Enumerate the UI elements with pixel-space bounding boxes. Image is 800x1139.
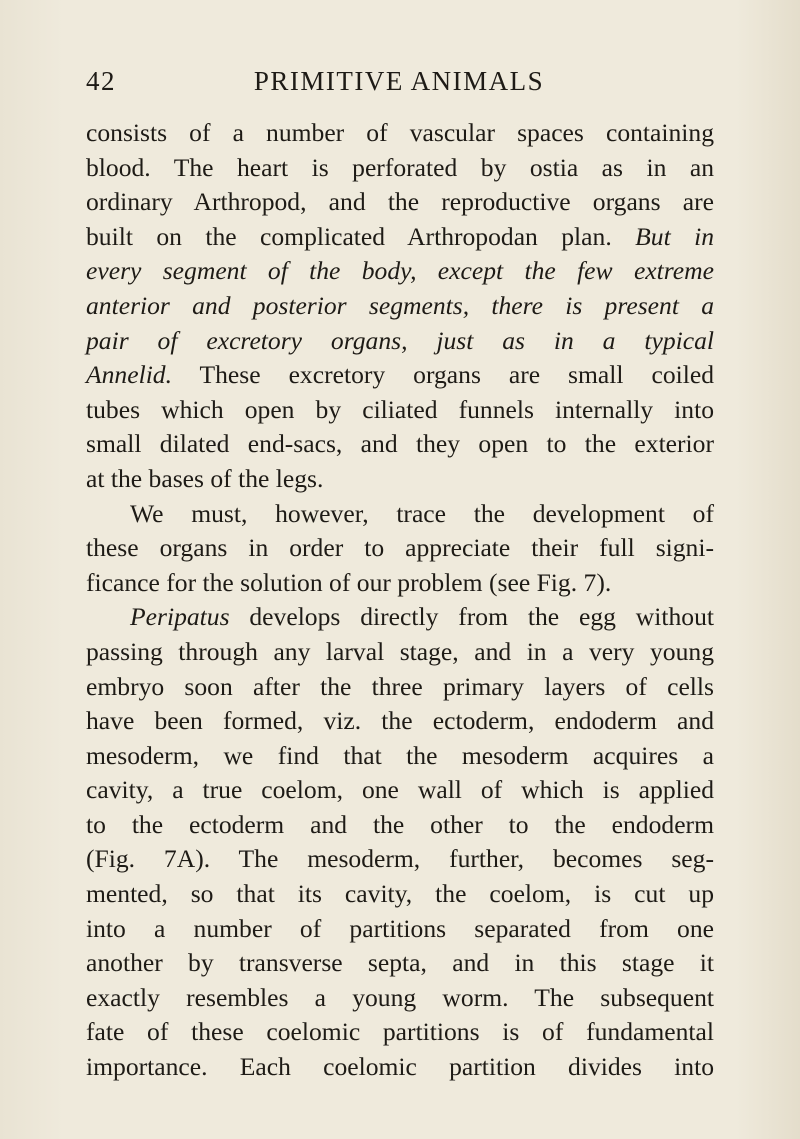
text-line <box>86 254 714 289</box>
text-line <box>86 981 714 1016</box>
text-line <box>86 808 714 843</box>
text-line <box>86 358 714 393</box>
text-line <box>86 185 714 220</box>
page-header <box>86 66 712 106</box>
text-segment: ficance for the solution of our problem (see Fig. 7). <box>86 567 612 597</box>
text-segment: tubes which open by ciliated funnels internally into <box>86 394 714 424</box>
text-segment: These excretory organs are small coiled <box>172 360 714 390</box>
text-segment: small dilated end-sacs, and they open to the exterior <box>86 429 714 459</box>
text-segment: consists of a number of vascular spaces containing <box>86 118 714 147</box>
text-segment: blood. The heart is perforated by ostia as in an <box>86 152 714 182</box>
text-line <box>86 566 714 601</box>
text-segment: (Fig. 7A). The mesoderm, further, becomes seg- <box>86 844 714 874</box>
text-line <box>86 531 714 566</box>
text-line <box>86 324 714 359</box>
text-line <box>86 739 714 774</box>
text-line <box>86 670 714 705</box>
text-segment: mesoderm, we find that the mesoderm acquires a <box>86 740 714 770</box>
text-segment: ordinary Arthropod, and the reproductive organs are <box>86 187 714 217</box>
text-segment: mented, so that its cavity, the coelom, is cut up <box>86 879 714 909</box>
italic-text: But in <box>635 221 714 251</box>
text-line <box>86 220 714 255</box>
italic-text: pair of excretory organs, just as in a typical <box>86 325 714 355</box>
text-segment: to the ectoderm and the other to the endoderm <box>86 809 714 839</box>
text-segment: passing through any larval stage, and in a very young <box>86 636 714 666</box>
text-line <box>86 773 714 808</box>
text-line <box>86 946 714 981</box>
text-line <box>86 1050 714 1085</box>
text-segment: cavity, a true coelom, one wall of which is applied <box>86 775 714 805</box>
text-segment: at the bases of the legs. <box>86 463 324 493</box>
italic-text: anterior and posterior segments, there is present a <box>86 290 714 320</box>
page-number: 42 <box>86 66 116 96</box>
text-segment: importance. Each coelomic partition divides into <box>86 1052 714 1082</box>
text-segment: have been formed, viz. the ectoderm, endoderm and <box>86 706 714 736</box>
text-line <box>86 427 714 462</box>
text-line <box>86 462 714 497</box>
text-segment: develops directly from the egg without <box>229 602 714 632</box>
text-segment: embryo soon after the three primary layers of cells <box>86 671 714 701</box>
text-line <box>86 842 714 877</box>
italic-text: every segment of the body, except the few extreme <box>86 256 714 286</box>
text-line <box>86 704 714 739</box>
text-line <box>86 912 714 947</box>
text-segment: exactly resembles a young worm. The subsequent <box>86 982 714 1012</box>
italic-text: Peripatus <box>130 602 230 632</box>
text-line <box>86 151 714 186</box>
text-line <box>86 393 714 428</box>
text-segment: another by transverse septa, and in this stage it <box>86 948 714 978</box>
running-head: PRIMITIVE ANIMALS <box>253 66 545 96</box>
text-segment: these organs in order to appreciate their full signi- <box>86 533 714 563</box>
text-line <box>86 1015 714 1050</box>
text-line <box>86 289 714 324</box>
text-segment: built on the complicated Arthropodan plan. <box>86 221 636 251</box>
text-line <box>86 877 714 912</box>
italic-text: Annelid. <box>86 360 173 390</box>
text-line <box>86 116 714 151</box>
body-text <box>86 116 714 1085</box>
text-segment: fate of these coelomic partitions is of fundamental <box>86 1017 714 1047</box>
text-line <box>86 600 714 635</box>
text-segment: into a number of partitions separated from one <box>86 913 714 943</box>
text-segment: We must, however, trace the development of <box>130 498 714 528</box>
text-line <box>86 635 714 670</box>
text-line <box>86 497 714 532</box>
